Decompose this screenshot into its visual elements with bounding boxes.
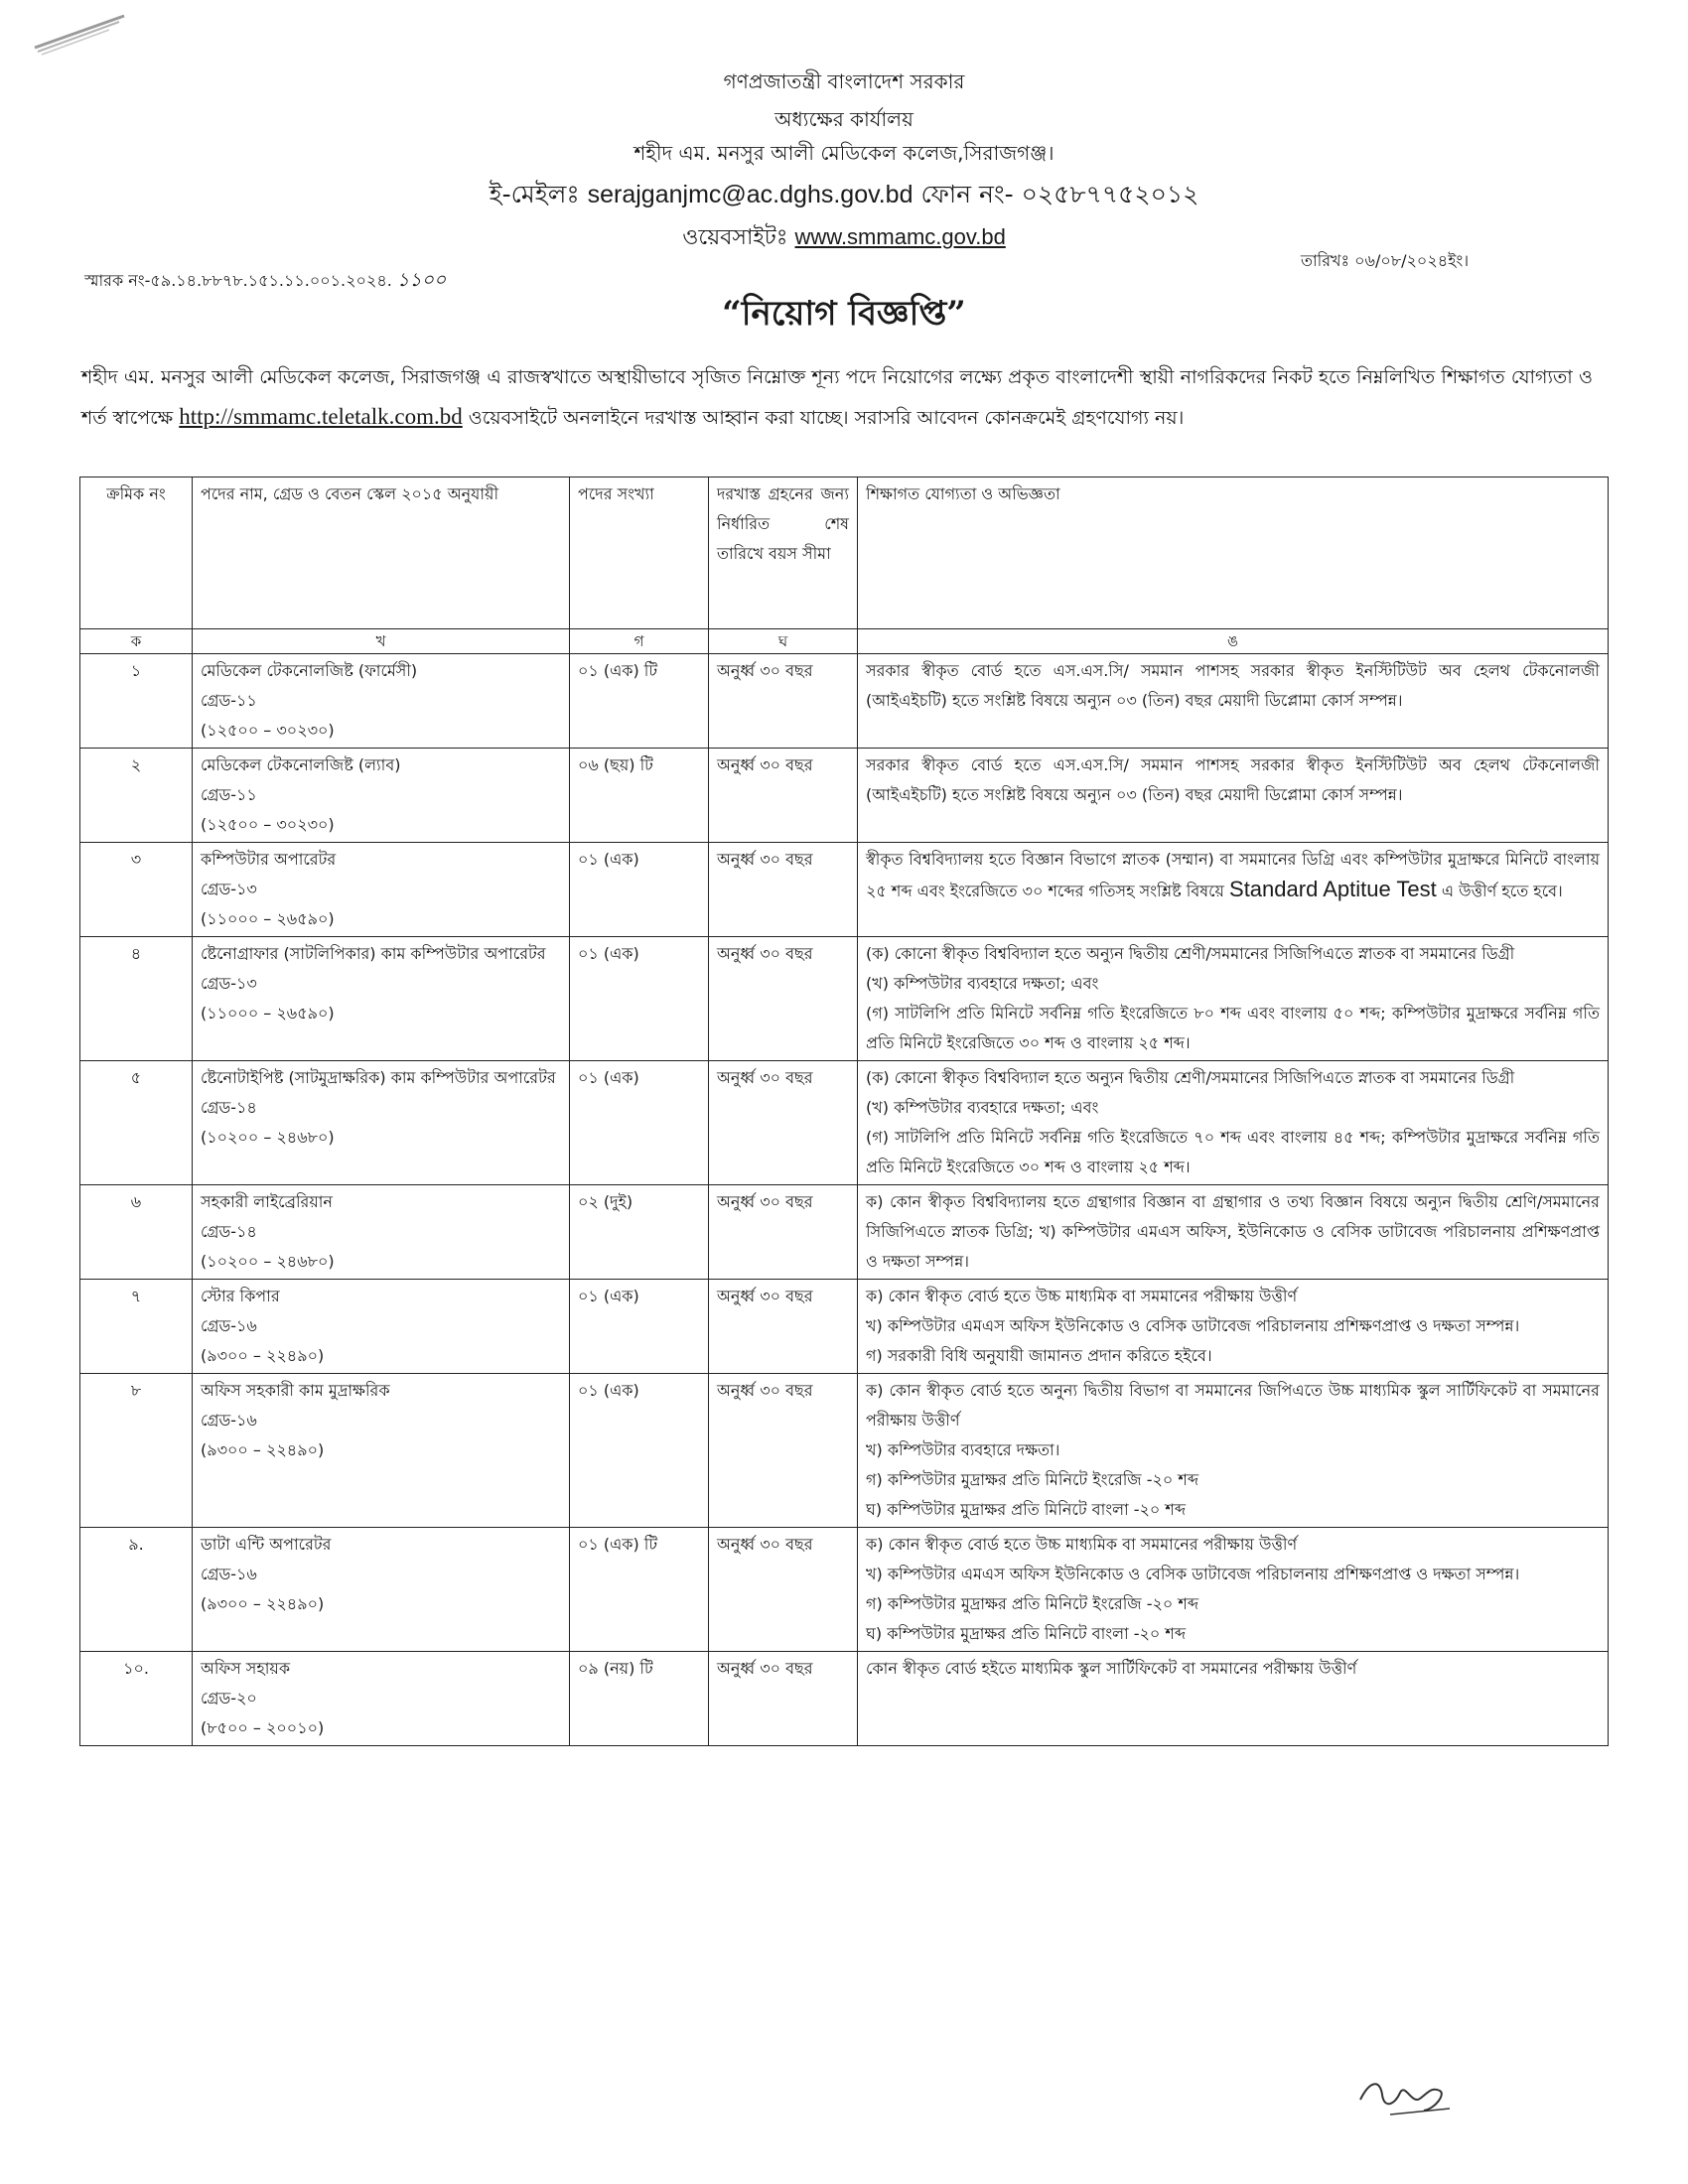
qual-line: খ) কম্পিউটার এমএস অফিস ইউনিকোড ও বেসিক ডাটাবেজ পরিচালনায় প্রশিক্ষণপ্রাপ্ত ও দক্ষতা সম্পন্ন। <box>866 1565 1520 1583</box>
pen-scribble-mark <box>30 8 129 58</box>
row-post-cell <box>193 654 570 749</box>
qual-line: গ) কম্পিউটার মুদ্রাক্ষর প্রতি মিনিটে ইংরেজি -২০ শব্দ <box>866 1470 1199 1489</box>
qual-line: ক) কোন স্বীকৃত বোর্ড হতে অনুন্য দ্বিতীয় বিভাগ বা সমমানের জিপিএতে উচ্চ মাধ্যমিক স্কুল সার্টিফিকেট বা সমমানের পরীক্ষায় উত্তীর্ণ <box>866 1381 1600 1430</box>
post-scale: (৯৩০০ – ২২৪৯০) <box>201 1346 325 1365</box>
row-qualification <box>858 937 1609 1061</box>
header-post-name: পদের নাম, গ্রেড ও বেতন স্কেল ২০১৫ অনুযায়ী <box>193 478 570 629</box>
post-grade: গ্রেড-১৪ <box>201 1222 257 1241</box>
row-sl: ২ <box>80 749 193 843</box>
row-sl: ৬ <box>80 1185 193 1280</box>
row-post-cell <box>193 843 570 937</box>
post-name: অফিস সহকারী কাম মুদ্রাক্ষরিক <box>201 1381 390 1400</box>
row-qualification <box>858 1528 1609 1652</box>
signature <box>1350 2065 1460 2124</box>
row-sl: ৭ <box>80 1280 193 1374</box>
qual-line: গ) সরকারী বিধি অনুযায়ী জামানত প্রদান করিতে হইবে। <box>866 1346 1212 1365</box>
phone-number: ০২৫৮৭৭৫২০১২ <box>1021 180 1199 208</box>
table-row <box>80 749 1609 843</box>
post-name: মেডিকেল টেকনোলজিষ্ট (ল্যাব) <box>201 755 401 774</box>
qual-line: (ক) কোনো স্বীকৃত বিশ্ববিদ্যাল হতে অন্যুন দ্বিতীয় শ্রেণী/সমমানের সিজিপিএতে স্নাতক বা সমমানের ডিগ্রী <box>866 1068 1515 1087</box>
row-post-cell <box>193 749 570 843</box>
post-scale: (১০২০০ – ২৪৬৮০) <box>201 1128 335 1147</box>
header-age-limit: দরখাস্ত গ্রহনের জন্য নির্ধারিত শেষ তারিখে বয়স সীমা <box>709 478 858 629</box>
post-name: মেডিকেল টেকনোলজিষ্ট (ফার্মেসী) <box>201 661 418 680</box>
row-post-cell <box>193 1280 570 1374</box>
row-sl: ৪ <box>80 937 193 1061</box>
post-scale: (৯৩০০ – ২২৪৯০) <box>201 1440 325 1459</box>
header-post-count: পদের সংখ্যা <box>570 478 709 629</box>
post-name: ষ্টেনোগ্রাফার (সাটলিপিকার) কাম কম্পিউটার অপারেটর <box>201 944 546 963</box>
post-name: ডাটা এন্টি অপারেটর <box>201 1535 332 1554</box>
post-scale: (১২৫০০ – ৩০২৩০) <box>201 721 335 740</box>
memo-label: স্মারক নং-৫৯.১৪.৮৮৭৮.১৫১.১১.০০১.২০২৪. <box>84 271 392 290</box>
row-post-count: ০১ (এক) টি <box>570 1528 709 1652</box>
qual-line: খ) কম্পিউটার ব্যবহারে দক্ষতা। <box>866 1440 1060 1459</box>
post-scale: (১১০০০ – ২৬৫৯০) <box>201 909 335 928</box>
row-post-count: ০১ (এক) <box>570 1280 709 1374</box>
qual-line: (গ) সাটলিপি প্রতি মিনিটে সর্বনিম্ন গতি ইংরেজিতে ৭০ শব্দ এবং বাংলায় ৪৫ শব্দ; কম্পিউটার মুদ্রাক্ষরে সর্বনিম্ন গতি প্রতি মিনিটে ইংরেজিতে ৩০ শব্দ ও বাংলায় ২৫ শব্দ। <box>866 1128 1600 1176</box>
table-row <box>80 1374 1609 1528</box>
qual-line: (ক) কোনো স্বীকৃত বিশ্ববিদ্যাল হতে অন্যুন দ্বিতীয় শ্রেণী/সমমানের সিজিপিএতে স্নাতক বা সমমানের ডিগ্রী <box>866 944 1515 963</box>
post-name: ষ্টেনোটাইপিষ্ট (সাটমুদ্রাক্ষরিক) কাম কম্পিউটার অপারেটর <box>201 1068 556 1087</box>
row-age-limit: অনুর্ধ্ব ৩০ বছর <box>709 1185 858 1280</box>
row-post-count: ০২ (দুই) <box>570 1185 709 1280</box>
post-grade: গ্রেড-১১ <box>201 691 257 710</box>
table-row <box>80 1280 1609 1374</box>
letter-sl: ক <box>80 629 193 654</box>
row-qualification <box>858 1185 1609 1280</box>
qual-line: সরকার স্বীকৃত বোর্ড হতে এস.এস.সি/ সমমান পাশসহ সরকার স্বীকৃত ইনস্টিটিউট অব হেলথ টেকনোলজী (আইএইচটি) হতে সংশ্লিষ্ট বিষয়ে অন্যুন ০৩ (তিন) বছর মেয়াদী ডিপ্লোমা কোর্স সম্পন্ন। <box>866 755 1600 804</box>
row-age-limit: অনুর্ধ্ব ৩০ বছর <box>709 749 858 843</box>
post-grade: গ্রেড-১৬ <box>201 1316 257 1335</box>
row-age-limit: অনুর্ধ্ব ৩০ বছর <box>709 1528 858 1652</box>
post-scale: (১০২০০ – ২৪৬৮০) <box>201 1252 335 1271</box>
row-age-limit: অনুর্ধ্ব ৩০ বছর <box>709 1374 858 1528</box>
row-post-count: ০৬ (ছয়) টি <box>570 749 709 843</box>
post-scale: (৯৩০০ – ২২৪৯০) <box>201 1594 325 1613</box>
row-age-limit: অনুর্ধ্ব ৩০ বছর <box>709 654 858 749</box>
post-grade: গ্রেড-১৪ <box>201 1098 257 1117</box>
letter-qual: ঙ <box>858 629 1609 654</box>
qual-line: ঘ) কম্পিউটার মুদ্রাক্ষর প্রতি মিনিটে বাংলা -২০ শব্দ <box>866 1500 1187 1519</box>
contact-line <box>0 175 1688 217</box>
row-post-count: ০১ (এক) <box>570 1061 709 1185</box>
qual-line: কোন স্বীকৃত বোর্ড হইতে মাধ্যমিক স্কুল সার্টিফিকেট বা সমমানের পরীক্ষায় উত্তীর্ণ <box>866 1659 1357 1678</box>
row-post-cell <box>193 937 570 1061</box>
row-qualification <box>858 1374 1609 1528</box>
row-age-limit: অনুর্ধ্ব ৩০ বছর <box>709 843 858 937</box>
row-sl: ৩ <box>80 843 193 937</box>
posts-table <box>79 477 1609 1746</box>
qual-line: সরকার স্বীকৃত বোর্ড হতে এস.এস.সি/ সমমান পাশসহ সরকার স্বীকৃত ইনস্টিটিউট অব হেলথ টেকনোলজী (আইএইচটি) হতে সংশ্লিষ্ট বিষয়ে অন্যুন ০৩ (তিন) বছর মেয়াদী ডিপ্লোমা কোর্স সম্পন্ন। <box>866 661 1600 710</box>
table-row <box>80 1528 1609 1652</box>
row-post-count: ০১ (এক) <box>570 843 709 937</box>
header-sl: ক্রমিক নং <box>80 478 193 629</box>
row-post-count: ০১ (এক) <box>570 937 709 1061</box>
post-grade: গ্রেড-২০ <box>201 1689 257 1707</box>
table-row <box>80 1061 1609 1185</box>
memo-handwritten-number: ১১০০ <box>396 269 447 291</box>
row-sl: ৫ <box>80 1061 193 1185</box>
row-qualification <box>858 1061 1609 1185</box>
phone-label: ফোন নং- <box>920 180 1014 208</box>
post-name: স্টোর কিপার <box>201 1287 280 1305</box>
post-grade: গ্রেড-১৬ <box>201 1411 257 1430</box>
table-letter-row <box>80 629 1609 654</box>
post-scale: (১২৫০০ – ৩০২৩০) <box>201 815 335 834</box>
college-name: শহীদ এম. মনসুর আলী মেডিকেল কলেজ,সিরাজগঞ্জ। <box>633 141 1055 165</box>
qual-text: এ উত্তীর্ণ হতে হবে। <box>1441 882 1563 900</box>
row-age-limit: অনুর্ধ্ব ৩০ বছর <box>709 1652 858 1746</box>
row-post-cell <box>193 1652 570 1746</box>
qual-line: গ) কম্পিউটার মুদ্রাক্ষর প্রতি মিনিটে ইংরেজি -২০ শব্দ <box>866 1594 1199 1613</box>
row-sl: ১ <box>80 654 193 749</box>
row-qualification <box>858 1652 1609 1746</box>
post-name: সহকারী লাইব্রেরিয়ান <box>201 1192 333 1211</box>
row-qualification <box>858 749 1609 843</box>
qual-line: (খ) কম্পিউটার ব্যবহারে দক্ষতা; এবং <box>866 1098 1099 1117</box>
qual-line: (খ) কম্পিউটার ব্যবহারে দক্ষতা; এবং <box>866 974 1099 993</box>
email-address[interactable]: serajganjmc@ac.dghs.gov.bd <box>587 181 914 208</box>
row-post-cell <box>193 1061 570 1185</box>
row-post-count: ০১ (এক) টি <box>570 654 709 749</box>
table-row <box>80 1185 1609 1280</box>
intro-text-1: শহীদ এম. মনসুর আলী মেডিকেল কলেজ, সিরাজগঞ্জ এ রাজস্বখাতে অস্থায়ীভাবে সৃজিত নিম্নোক্ত শূন্য পদে নিয়োগের লক্ষ্যে প্রকৃত বাংলাদেশী স্থায়ী নাগরিকদের নিকট হতে নিম্নলিখিত শিক্ষাগত যোগ্যতা ও শর্ত স্বাপেক্ষে <box>81 366 1593 429</box>
row-post-cell <box>193 1185 570 1280</box>
qual-text: স্বীকৃত বিশ্ববিদ্যালয় হতে বিজ্ঞান বিভাগে স্নাতক (সম্মান) বা সমমানের ডিগ্রি এবং কম্পিউটার মুদ্রাক্ষরে মিনিটে বাংলায় ২৫ শব্দ এবং ইংরেজিতে ৩০ শব্দের গতিসহ সংশ্লিষ্ট বিষয়ে <box>866 850 1600 900</box>
qual-line: খ) কম্পিউটার এমএস অফিস ইউনিকোড ও বেসিক ডাটাবেজ পরিচালনায় প্রশিক্ষণপ্রাপ্ত ও দক্ষতা সম্পন্ন। <box>866 1316 1520 1335</box>
post-grade: গ্রেড-১৩ <box>201 974 257 993</box>
letter-count: গ <box>570 629 709 654</box>
qual-test-name: Standard Aptitue Test <box>1229 877 1437 901</box>
qual-line: ঘ) কম্পিউটার মুদ্রাক্ষর প্রতি মিনিটে বাংলা -২০ শব্দ <box>866 1624 1187 1643</box>
qual-line: ক) কোন স্বীকৃত বোর্ড হতে উচ্চ মাধ্যমিক বা সমমানের পরীক্ষায় উত্তীর্ণ <box>866 1287 1298 1305</box>
row-post-count: ০১ (এক) <box>570 1374 709 1528</box>
row-post-count: ০৯ (নয়) টি <box>570 1652 709 1746</box>
row-qualification <box>858 843 1609 937</box>
row-qualification <box>858 1280 1609 1374</box>
row-sl: ৯. <box>80 1528 193 1652</box>
post-name: অফিস সহায়ক <box>201 1659 291 1678</box>
post-grade: গ্রেড-১৬ <box>201 1565 257 1583</box>
row-age-limit: অনুর্ধ্ব ৩০ বছর <box>709 1061 858 1185</box>
row-age-limit: অনুর্ধ্ব ৩০ বছর <box>709 937 858 1061</box>
office-title: অধ্যক্ষের কার্যালয় <box>774 107 914 131</box>
row-post-cell <box>193 1374 570 1528</box>
govt-title: গণপ্রজাতন্ত্রী বাংলাদেশ সরকার <box>723 69 965 93</box>
post-scale: (১১০০০ – ২৬৫৯০) <box>201 1004 335 1023</box>
post-name: কম্পিউটার অপারেটর <box>201 850 337 869</box>
notice-title: “নিয়োগ বিজ্ঞপ্তি” <box>722 294 966 334</box>
table-row <box>80 843 1609 937</box>
post-grade: গ্রেড-১১ <box>201 785 257 804</box>
notice-date: তারিখঃ ০৬/০৮/২০২৪ইং। <box>1301 251 1470 270</box>
post-scale: (৮৫০০ – ২০০১০) <box>201 1718 325 1737</box>
row-post-cell <box>193 1528 570 1652</box>
intro-paragraph <box>81 357 1593 438</box>
intro-text-2: ওয়েবসাইটে অনলাইনে দরখাস্ত আহ্বান করা যাচ্ছে। সরাসরি আবেদন কোনক্রমেই গ্রহণযোগ্য নয়। <box>468 407 1185 429</box>
table-row <box>80 654 1609 749</box>
email-label: ই-মেইলঃ <box>489 180 580 208</box>
post-grade: গ্রেড-১৩ <box>201 880 257 898</box>
letter-age: ঘ <box>709 629 858 654</box>
table-row <box>80 1652 1609 1746</box>
row-sl: ১০. <box>80 1652 193 1746</box>
application-link[interactable]: http://smmamc.teletalk.com.bd <box>179 404 463 429</box>
website-label: ওয়েবসাইটঃ <box>682 225 788 250</box>
qual-line: ক) কোন স্বীকৃত বোর্ড হতে উচ্চ মাধ্যমিক বা সমমানের পরীক্ষায় উত্তীর্ণ <box>866 1535 1298 1554</box>
header-qualification: শিক্ষাগত যোগ্যতা ও অভিজ্ঞতা <box>858 478 1609 629</box>
table-header-row <box>80 478 1609 629</box>
row-qualification <box>858 654 1609 749</box>
qual-line: (গ) সাটলিপি প্রতি মিনিটে সর্বনিম্ন গতি ইংরেজিতে ৮০ শব্দ এবং বাংলায় ৫০ শব্দ; কম্পিউটার মুদ্রাক্ষরে সর্বনিম্ন গতি প্রতি মিনিটে ইংরেজিতে ৩০ শব্দ ও বাংলায় ২৫ শব্দ। <box>866 1004 1600 1052</box>
table-row <box>80 937 1609 1061</box>
website-link[interactable]: www.smmamc.gov.bd <box>794 224 1006 249</box>
row-sl: ৮ <box>80 1374 193 1528</box>
row-age-limit: অনুর্ধ্ব ৩০ বছর <box>709 1280 858 1374</box>
qual-line: ক) কোন স্বীকৃত বিশ্ববিদ্যালয় হতে গ্রন্থাগার বিজ্ঞান বা গ্রন্থাগার ও তথ্য বিজ্ঞান বিষয়ে অন্যুন দ্বিতীয় শ্রেণি/সমমানের সিজিপিএতে স্নাতক ডিগ্রি; খ) কম্পিউটার এমএস অফিস, ইউনিকোড ও বেসিক ডাটাবেজ পরিচালনায় প্রশিক্ষণপ্রাপ্ত ও দক্ষতা সম্পন্ন। <box>866 1192 1600 1271</box>
letter-name: খ <box>193 629 570 654</box>
